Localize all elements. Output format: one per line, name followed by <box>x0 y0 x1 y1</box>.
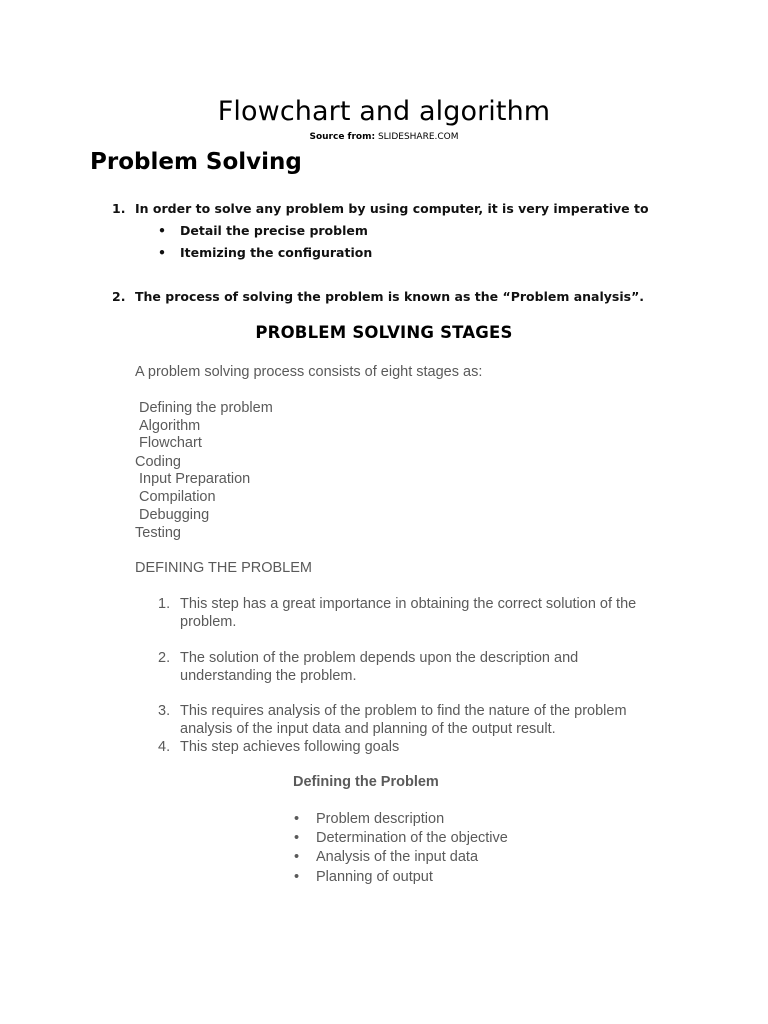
stages-intro: A problem solving process consists of eight stages as: <box>135 364 483 380</box>
goal-text: Analysis of the input data <box>316 849 479 865</box>
stages-title: PROBLEM SOLVING STAGES <box>255 323 513 342</box>
step-text: This step achieves following goals <box>180 739 400 755</box>
bullet-icon: • <box>158 223 166 238</box>
bullet-icon: • <box>294 830 300 846</box>
step-text: This step has a great importance in obtaining the correct solution of the <box>180 596 637 612</box>
stage-item: Coding <box>135 454 181 470</box>
step-text-continued: problem. <box>180 614 237 630</box>
bullet-icon: • <box>294 849 300 865</box>
list-item-text: In order to solve any problem by using computer, it is very imperative to <box>135 201 649 216</box>
document-title: Flowchart and algorithm <box>217 96 551 127</box>
step-text: The solution of the problem depends upon the description and <box>180 650 579 666</box>
stage-item: Defining the problem <box>139 400 273 416</box>
defining-heading: DEFINING THE PROBLEM <box>135 560 312 576</box>
list-item-text: The process of solving the problem is known as the “Problem analysis”. <box>135 289 645 304</box>
step-text-continued: understanding the problem. <box>180 668 357 684</box>
step-number: 1. <box>158 596 171 612</box>
bullet-icon: • <box>158 245 166 260</box>
bullet-text: Detail the precise problem <box>180 223 368 238</box>
source-value: SLIDESHARE.COM <box>377 132 459 142</box>
stage-item: Algorithm <box>139 418 201 434</box>
goal-text: Problem description <box>316 811 445 827</box>
step-text: This requires analysis of the problem to find the nature of the problem <box>180 703 627 719</box>
step-number: 4. <box>158 739 171 755</box>
goal-text: Determination of the objective <box>316 830 508 846</box>
section-heading: Problem Solving <box>90 149 302 175</box>
source-label: Source from: <box>309 132 376 142</box>
goals-heading: Defining the Problem <box>293 774 439 790</box>
bullet-text: Itemizing the configuration <box>180 245 373 260</box>
source-line <box>0 132 768 142</box>
stage-item: Testing <box>135 525 181 541</box>
list-number: 2. <box>112 289 126 304</box>
step-text-continued: analysis of the input data and planning of the output result. <box>180 721 556 737</box>
list-number: 1. <box>112 201 126 216</box>
step-number: 2. <box>158 650 171 666</box>
stage-item: Input Preparation <box>139 471 251 487</box>
stage-item: Flowchart <box>139 435 202 451</box>
bullet-icon: • <box>294 811 300 827</box>
bullet-icon: • <box>294 869 300 885</box>
goal-text: Planning of output <box>316 869 433 885</box>
step-number: 3. <box>158 703 171 719</box>
stage-item: Debugging <box>139 507 210 523</box>
stage-item: Compilation <box>139 489 216 505</box>
